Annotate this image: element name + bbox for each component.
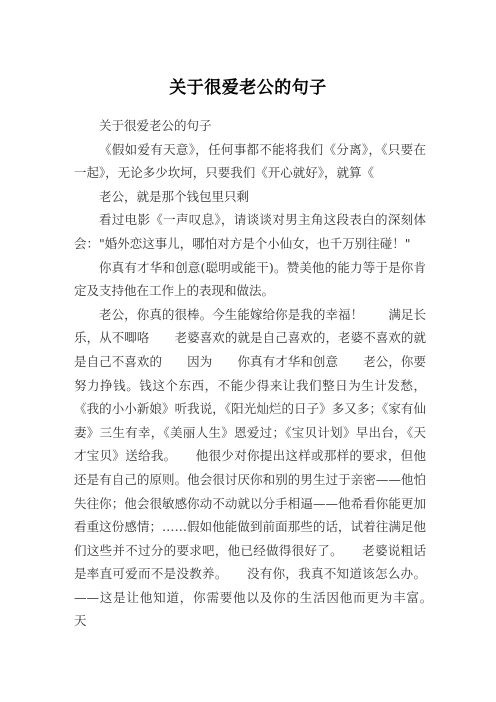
- paragraph: 老公，就是那个钱包里只剩: [99, 188, 250, 204]
- paragraph: 看过电影《一声叹息》，请谈谈对男主角这段表白的深刻体会："婚外恋这事儿，哪怕对方是个小仙女，也千万别往碰！": [74, 212, 426, 251]
- paragraph: 《假如爱有天意》，任何事都不能将我们《分离》，《只要在一起》，无论多少坎坷，只要我们《开心就好》，就算《: [74, 141, 426, 181]
- document-title: 关于很爱老公的句子: [169, 78, 327, 98]
- paragraph: 老公，你真的很棒。今生能嫁给你是我的幸福！ 满足长乐，从不唧咯 老婆喜欢的就是自己喜欢的，老婆不喜欢的就是自己不喜欢的 因为 你真有才华和创意 老公，你要努力挣钱。钱这个东西，不能少得来让我们整日为生计发愁，《我的小小新娘》听我说，《阳光灿烂的日子》多又多；《家有仙妻》三生有幸，《美丽人生》恩爱过；《宝贝计划》早出台，《天才宝贝》送给我。 他很少对你提出这样或那样的要求，但他还是有自己的原则。他会很讨厌你和别的男生过于亲密——他怕失往你；他会很敏感你动不动就以分手相逼——他希看你能更加看重这份感情；……假如他能做到前面那些的话，试着往满足他们这些并不过分的要求吧，他已经做得很好了。 老婆说粗话是率直可爱而不是没教养。 没有你，我真不知道该怎么办。——这是让他知道，你需要他以及你的生活因他而更为丰富。 天: [74, 306, 452, 629]
- paragraph: 关于很爱老公的句子: [99, 118, 212, 133]
- paragraph: 你真有才华和创意(聪明或能干)。赞美他的能力等于是你肯定及支持他在工作上的表现和做法。: [74, 259, 426, 299]
- document-body: [74, 114, 452, 633]
